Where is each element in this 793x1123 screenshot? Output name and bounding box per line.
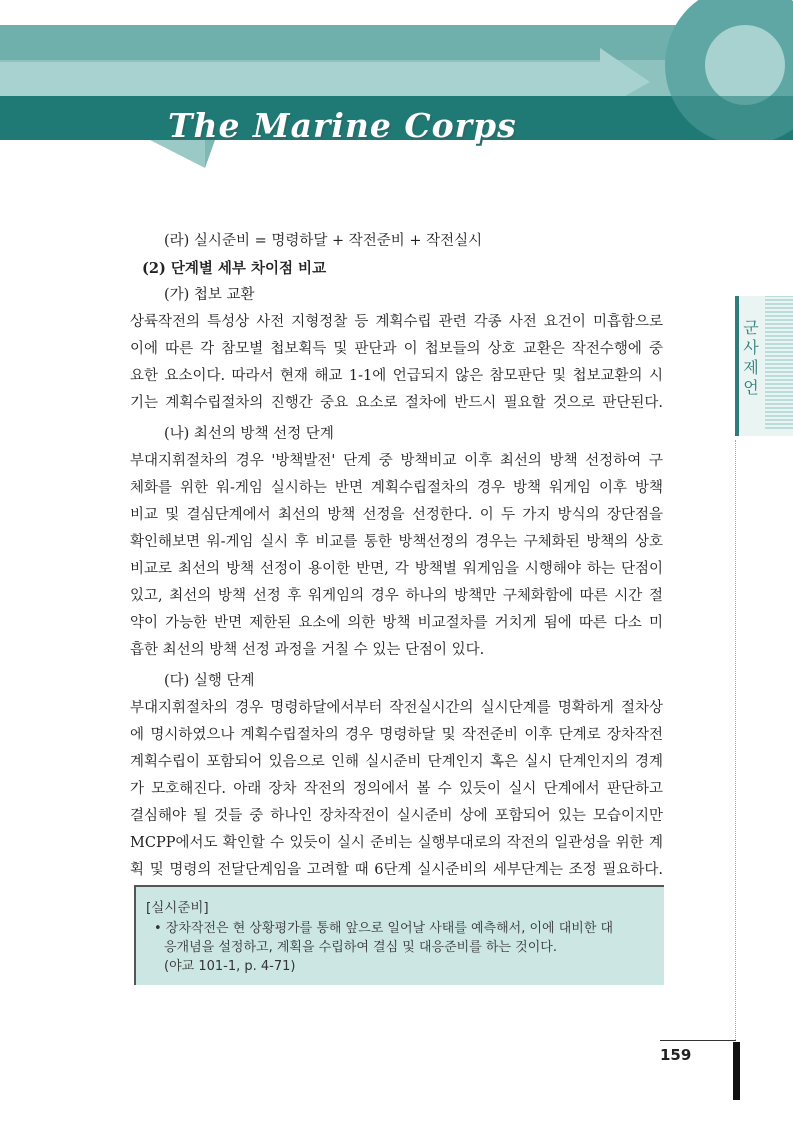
article-body bbox=[130, 228, 663, 884]
footer-bar bbox=[733, 1042, 740, 1100]
side-tab-char: 사 bbox=[743, 338, 759, 357]
paragraph-line: 약이 가능한 반면 제한된 요소에 의한 방책 비교절차를 거치게 됨에 따른 다소 미 bbox=[130, 615, 663, 631]
footer-rule bbox=[660, 1040, 736, 1041]
paragraph-line: 부대지휘절차의 경우 명령하달에서부터 작전실시간의 실시단계를 명확하게 절차상 bbox=[130, 700, 663, 716]
paragraph-line: MCPP에서도 확인할 수 있듯이 실시 준비는 실행부대로의 작전의 일관성을 위한 계 bbox=[130, 835, 663, 851]
side-tab-label bbox=[740, 318, 762, 398]
note-title: [실시준비] bbox=[146, 900, 209, 916]
brand-title: The Marine Corps bbox=[168, 106, 517, 145]
item-na-heading: (나) 최선의 방책 선정 단계 bbox=[164, 426, 334, 442]
paragraph-line: 상륙작전의 특성상 사전 지형정찰 등 계획수립 관련 각종 사전 요건이 미흡함으로 bbox=[130, 314, 663, 330]
note-box bbox=[134, 885, 664, 985]
side-tab-char: 언 bbox=[743, 378, 759, 397]
paragraph-line: 흡한 최선의 방책 선정 과정을 거칠 수 있는 단점이 있다. bbox=[130, 642, 485, 658]
item-da-heading: (다) 실행 단계 bbox=[164, 673, 255, 689]
paragraph-line: 체화를 위한 워-게임 실시하는 반면 계획수립절차의 경우 방책 워게임 이후 방책 bbox=[130, 480, 663, 496]
paragraph-line: 요한 요소이다. 따라서 현재 해교 1-1에 언급되지 않은 참모판단 및 첩보교환의 시 bbox=[130, 368, 663, 384]
paragraph-line: 확인해보면 워-게임 실시 후 비교를 통한 방책선정의 경우는 구체화된 방책의 상호 bbox=[130, 534, 663, 550]
item-ra: (라) 실시준비 = 명령하달 + 작전준비 + 작전실시 bbox=[164, 233, 483, 249]
paragraph-line: 부대지휘절차의 경우 '방책발전' 단계 중 방책비교 이후 최선의 방책 선정하여 구 bbox=[130, 453, 663, 469]
paragraph-line: 에 명시하였으나 계획수립절차의 경우 명령하달 및 작전준비 이후 단계로 장차작전 bbox=[130, 727, 663, 743]
section-heading: (2) 단계별 세부 차이점 비교 bbox=[142, 260, 327, 277]
paragraph-line: 이에 따른 각 참모별 첩보획득 및 판단과 이 첩보들의 상호 교환은 작전수행에 중 bbox=[130, 341, 663, 357]
note-bullet-line: 응개념을 설정하고, 계획을 수립하여 결심 및 대응준비를 하는 것이다. bbox=[164, 940, 557, 955]
paragraph-line: 결심해야 될 것들 중 하나인 장차작전이 실시준비 상에 포함되어 있는 모습이지만 bbox=[130, 808, 663, 824]
side-dotted-rule bbox=[735, 440, 736, 1040]
paragraph-line: 획 및 명령의 전달단계임을 고려할 때 6단계 실시준비의 세부단계는 조정 필요하다. bbox=[130, 862, 663, 878]
note-citation: (야교 101-1, p. 4-71) bbox=[164, 959, 296, 974]
paragraph-line: 가 모호해진다. 아래 장차 작전의 정의에서 볼 수 있듯이 실시 단계에서 판단하고 bbox=[130, 781, 663, 797]
item-ga-heading: (가) 첩보 교환 bbox=[164, 287, 255, 303]
page-number: 159 bbox=[660, 1046, 692, 1064]
side-tab-char: 제 bbox=[743, 358, 759, 377]
header-banner bbox=[0, 0, 793, 200]
paragraph-line: 기는 계획수립절차의 진행간 중요 요소로 절차에 반드시 필요할 것으로 판단된다. bbox=[130, 395, 663, 411]
paragraph-line: 비교로 최선의 방책 선정이 용이한 반면, 각 방책별 워게임을 시행해야 하는 단점이 bbox=[130, 561, 663, 577]
paragraph-line: 계획수립이 포함되어 있음으로 인해 실시준비 단계인지 혹은 실시 단계인지의 경계 bbox=[130, 754, 663, 770]
paragraph-line: 비교 및 결심단계에서 최선의 방책 선정을 선정한다. 이 두 가지 방식의 장단점을 bbox=[130, 507, 663, 523]
note-bullet-line: • 장차작전은 현 상황평가를 통해 앞으로 일어날 사태를 예측해서, 이에 대비한 대 bbox=[154, 921, 614, 936]
side-tab-char: 군 bbox=[743, 318, 759, 337]
paragraph-line: 있고, 최선의 방책 선정 후 워게임의 경우 하나의 방책만 구체화함에 따른 시간 절 bbox=[130, 588, 663, 604]
